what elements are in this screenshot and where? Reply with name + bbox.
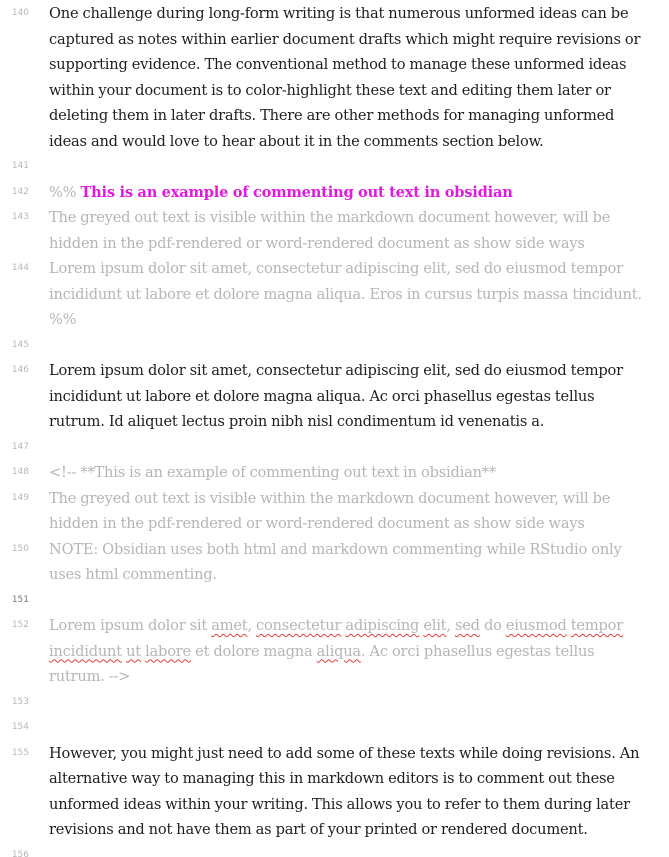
line-number: 140 [11,8,29,18]
blank-line[interactable] [49,154,649,180]
misspelled-word[interactable]: sed [454,617,480,634]
misspelled-word[interactable]: incididunt [49,642,122,660]
line-number-active: 151 [11,594,29,605]
line-number: 142 [11,186,29,197]
editor-line[interactable] [0,256,669,333]
commented-text-spellcheck[interactable] [49,613,649,690]
comment-marker: %% [49,183,81,201]
text-run: Lorem ipsum dolor sit [49,617,212,634]
editor-line[interactable] [0,537,669,588]
text-run: , [247,617,257,634]
misspelled-word[interactable]: labore [145,642,191,660]
text-run: . Ac orci phasellus egestas tellus rutrum. --> [49,642,595,685]
line-number: 156 [11,849,29,857]
line-number: 146 [11,365,29,375]
commented-text[interactable]: Lorem ipsum dolor sit amet, consectetur adipiscing elit, sed do eiusmod tempor incididunt ut labore et dolore magna aliqua. Eros in cursus turpis massa tincidunt. %% [49,260,642,328]
line-number: 155 [11,747,29,758]
line-number: 150 [11,543,29,554]
line-number: 148 [11,467,29,477]
blank-line[interactable] [49,690,649,716]
paragraph-text[interactable]: However, you might just need to add some of these texts while doing revisions. An alternative way to managing this in markdown editors is to comment out these unformed ideas within your writing. This allows you to refer to them during later revisions and not have them as part of your printed or rendered document. [49,744,640,838]
text-run: do [479,617,506,634]
editor-line[interactable] [0,588,669,614]
misspelled-word[interactable]: consectetur [256,617,342,634]
misspelled-word[interactable]: amet [211,617,248,634]
text-run: , [446,617,455,634]
line-number: 154 [11,722,29,732]
editor-line[interactable] [0,690,669,716]
html-comment-open[interactable]: <!-- **This is an example of commenting out text in obsidian** [49,464,496,481]
editor-line[interactable] [0,0,669,154]
line-number: 147 [11,441,29,452]
text-run: et dolore magna [191,642,317,660]
editor-line[interactable] [0,333,669,359]
editor-line[interactable] [0,205,669,256]
misspelled-word[interactable]: adipiscing [345,617,420,634]
commented-text[interactable]: The greyed out text is visible within the markdown document however, will be hidden in the pdf-rendered or word-rendered document as show side ways [49,489,611,532]
line-number: 144 [11,263,29,273]
blank-line[interactable] [49,333,649,359]
line-number: 152 [11,620,29,630]
editor-line[interactable] [0,486,669,537]
editor-line[interactable] [0,180,669,206]
misspelled-word[interactable]: aliqua [316,642,361,660]
comment-heading[interactable] [49,180,649,206]
commented-text[interactable]: The greyed out text is visible within the markdown document however, will be hidden in the pdf-rendered or word-rendered document as show side ways [49,209,611,252]
blank-line-cursor[interactable] [49,588,649,614]
editor-line[interactable] [0,613,669,690]
editor-line[interactable] [0,460,669,486]
paragraph-text[interactable]: One challenge during long-form writing is that numerous unformed ideas can be captured as notes within earlier document drafts which might require revisions or supporting evidence. The conventional method to manage these unformed ideas within your document is to color-highlight these text and editing them later or deleting them in later drafts. There are other methods for managing unformed ideas and would love to hear about it in the comments section below. [49,5,641,150]
blank-line[interactable] [49,843,649,857]
editor-line[interactable] [0,843,669,857]
line-number: 141 [11,161,29,171]
line-number: 143 [11,212,29,222]
misspelled-word[interactable]: elit [423,617,447,634]
commented-text[interactable]: NOTE: Obsidian uses both html and markdown commenting while RStudio only uses html commenting. [49,540,622,583]
bold-comment-text: This is an example of commenting out text in obsidian [80,183,513,201]
editor-line[interactable] [0,435,669,461]
misspelled-word[interactable]: ut [126,642,141,660]
line-number: 145 [11,339,29,350]
editor-line[interactable] [0,358,669,435]
blank-line[interactable] [49,715,649,741]
paragraph-text[interactable]: Lorem ipsum dolor sit amet, consectetur adipiscing elit, sed do eiusmod tempor incididunt ut labore et dolore magna aliqua. Ac orci phasellus egestas tellus rutrum. Id aliquet lectus proin nibh nisl condimentum id venenatis a. [49,362,623,430]
line-number: 153 [11,696,29,707]
misspelled-word[interactable]: eiusmod [505,617,567,634]
misspelled-word[interactable]: tempor [570,617,623,634]
editor-line[interactable] [0,741,669,843]
editor-line[interactable] [0,715,669,741]
editor-line[interactable] [0,154,669,180]
blank-line[interactable] [49,435,649,461]
line-number: 149 [11,492,29,503]
